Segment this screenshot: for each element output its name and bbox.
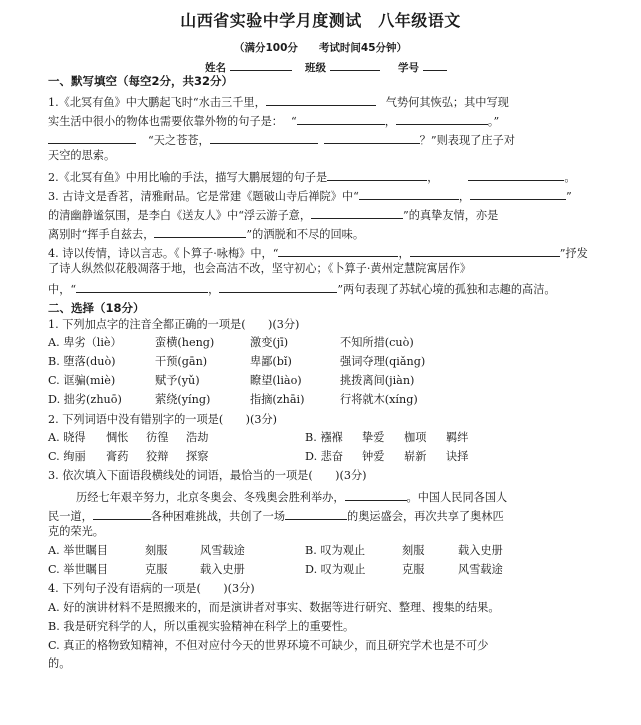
option-text: 载入史册: [200, 563, 245, 576]
name-blank[interactable]: [230, 58, 292, 71]
answer-blank[interactable]: [278, 244, 398, 257]
mc-q2-stem: 2. 下列词语中没有错别字的一项是( )(3分): [48, 413, 277, 426]
option-d[interactable]: D. 悲奋: [305, 450, 344, 463]
option-text: 浩劫: [186, 431, 209, 444]
option-text: 探察: [186, 450, 209, 463]
q3-line2: 的清幽静谧氛围，是李白《送友人》中“浮云游子意， ”的真挚友情，亦是: [48, 206, 498, 223]
option-text: 刻服: [402, 544, 425, 557]
section1-heading: 一、默写填空（每空2分，共32分）: [48, 74, 234, 88]
answer-blank[interactable]: [470, 187, 566, 200]
option-text: 载入史册: [458, 544, 503, 557]
option-a[interactable]: A. 晓得: [48, 431, 86, 444]
option-text: 克服: [145, 563, 168, 576]
answer-blank[interactable]: [48, 131, 136, 144]
option-text: 钟爱: [362, 450, 385, 463]
option-text: 枷项: [404, 431, 427, 444]
name-label: 姓名: [205, 62, 226, 74]
option-c[interactable]: C. 真正的格物致知精神，不但对应付今天的世界环境不可缺少，而且研究学术也是不可少: [48, 639, 489, 652]
answer-blank[interactable]: [210, 131, 318, 144]
option-text: 风雪载途: [458, 563, 503, 576]
option-text: 克服: [402, 563, 425, 576]
mc-q3-stem: 3. 依次填入下面语段横线处的词语，最恰当的一项是( )(3分): [48, 469, 367, 482]
q4-line2: 了诗人纵然似花般凋落于地，也会高洁不改，坚守初心；《卜算子·黄州定慧院寓居作》: [48, 262, 472, 275]
answer-blank[interactable]: [327, 168, 427, 181]
option-text: 挑拨离间(jiàn): [340, 374, 415, 387]
answer-blank[interactable]: [468, 168, 564, 181]
answer-blank[interactable]: [324, 131, 420, 144]
q2-line: 2.《北冥有鱼》中用比喻的手法，描写大鹏展翅的句子是 ， 。: [48, 168, 576, 185]
option-c[interactable]: C. 举世瞩目: [48, 563, 109, 576]
answer-blank[interactable]: [154, 225, 246, 238]
option-text: 瞭望(liào): [250, 374, 302, 387]
option-b[interactable]: B. 堕落(duò): [48, 355, 116, 368]
option-text: 行将就木(xíng): [340, 393, 418, 406]
option-text: 风雪载途: [200, 544, 245, 557]
class-blank[interactable]: [330, 58, 380, 71]
page-title: 山西省实验中学月度测试 八年级语文: [180, 11, 461, 30]
option-d[interactable]: D. 拙劣(zhuō): [48, 393, 122, 406]
option-a[interactable]: A. 卑劣（liè）: [48, 336, 122, 349]
option-b[interactable]: B. 叹为观止: [305, 544, 366, 557]
option-text: 诀择: [446, 450, 469, 463]
mc-q3-para-line1: 历经七年艰辛努力，北京冬奥会、冬残奥会胜利举办， 。中国人民同各国人: [76, 488, 507, 505]
option-c[interactable]: C. 诓骗(miè): [48, 374, 116, 387]
id-field: [398, 58, 447, 75]
mc-q3-para-line3: 克的荣光。: [48, 525, 104, 538]
option-b[interactable]: B. 我是研究科学的人，所以重视实验精神在科学上的重要性。: [48, 620, 355, 633]
q1-line3: “天之苍苍， ？”则表现了庄子对: [48, 131, 515, 148]
q4-line1: 4. 诗以传情，诗以言志。《卜算子·咏梅》中，“ ， ”抒发: [48, 244, 588, 261]
mc-q3-para-line2: 民一道， 各种困难挑战，共创了一场 的奥运盛会，再次共享了奥林匹: [48, 507, 504, 524]
option-text: 刻服: [145, 544, 168, 557]
answer-blank[interactable]: [297, 112, 385, 125]
q3-line3: 离别时“挥手自兹去， ”的洒脱和不尽的回味。: [48, 225, 364, 242]
option-text: 不知所措(cuò): [340, 336, 414, 349]
section2-heading: 二、选择（18分）: [48, 301, 145, 315]
answer-blank[interactable]: [345, 488, 407, 501]
option-text: 惆怅: [106, 431, 129, 444]
option-text: 卑鄙(bǐ): [250, 355, 292, 368]
answer-blank[interactable]: [410, 244, 560, 257]
exam-subtitle: （满分100分 考试时间45分钟）: [233, 42, 408, 54]
q1-line2: 实生活中很小的物体也需要依靠外物的句子是： “ ， 。”: [48, 112, 499, 129]
option-text: 彷徨: [146, 431, 169, 444]
answer-blank[interactable]: [285, 507, 347, 520]
option-a[interactable]: A. 好的演讲材料不是照搬来的，而是演讲者对事实、数据等进行研究、整理、搜集的结果。: [48, 601, 500, 614]
option-text: 萦绕(yíng): [155, 393, 211, 406]
option-d[interactable]: D. 叹为观止: [305, 563, 366, 576]
option-text: 狡辩: [146, 450, 169, 463]
q1-line1: 1.《北冥有鱼》中大鹏起飞时“水击三千里， 气势何其恢弘；其中写现: [48, 93, 509, 110]
option-text: 强词夺理(qiǎng): [340, 355, 426, 368]
mc-q4-stem: 4. 下列句子没有语病的一项是( )(3分): [48, 582, 255, 595]
option-b[interactable]: B. 襁褓: [305, 431, 343, 444]
option-text: 赋予(yǔ): [155, 374, 200, 387]
answer-blank[interactable]: [266, 93, 376, 106]
mc-q1-stem: 1. 下列加点字的注音全都正确的一项是( )(3分): [48, 318, 300, 331]
option-text: 羁绊: [446, 431, 469, 444]
answer-blank[interactable]: [359, 187, 459, 200]
option-text: 激变(jī): [250, 336, 289, 349]
option-text: 膏药: [106, 450, 129, 463]
option-text: 挚爱: [362, 431, 385, 444]
q4-line3: 中，“ ， ”两句表现了苏轼心境的孤独和志趣的高洁。: [48, 280, 556, 297]
option-text: 指摘(zhāi): [250, 393, 305, 406]
answer-blank[interactable]: [93, 507, 151, 520]
class-field: [305, 58, 380, 75]
answer-blank[interactable]: [396, 112, 488, 125]
option-c[interactable]: C. 绚丽: [48, 450, 86, 463]
answer-blank[interactable]: [311, 206, 403, 219]
q1-line4: 天空的思索。: [48, 149, 116, 162]
option-text: 干预(gān): [155, 355, 208, 368]
q3-line1: 3. 古诗文是香茗，清雅耐品。它是常建《题破山寺后禅院》中“ ， ”: [48, 187, 572, 204]
answer-blank[interactable]: [219, 280, 337, 293]
id-blank[interactable]: [423, 58, 447, 71]
answer-blank[interactable]: [76, 280, 208, 293]
option-text: 崭新: [404, 450, 427, 463]
class-label: 班级: [305, 62, 326, 74]
option-a[interactable]: A. 举世瞩目: [48, 544, 108, 557]
id-label: 学号: [398, 62, 419, 74]
option-c-continued: 的。: [48, 657, 71, 670]
option-text: 蛮横(heng): [155, 336, 215, 349]
